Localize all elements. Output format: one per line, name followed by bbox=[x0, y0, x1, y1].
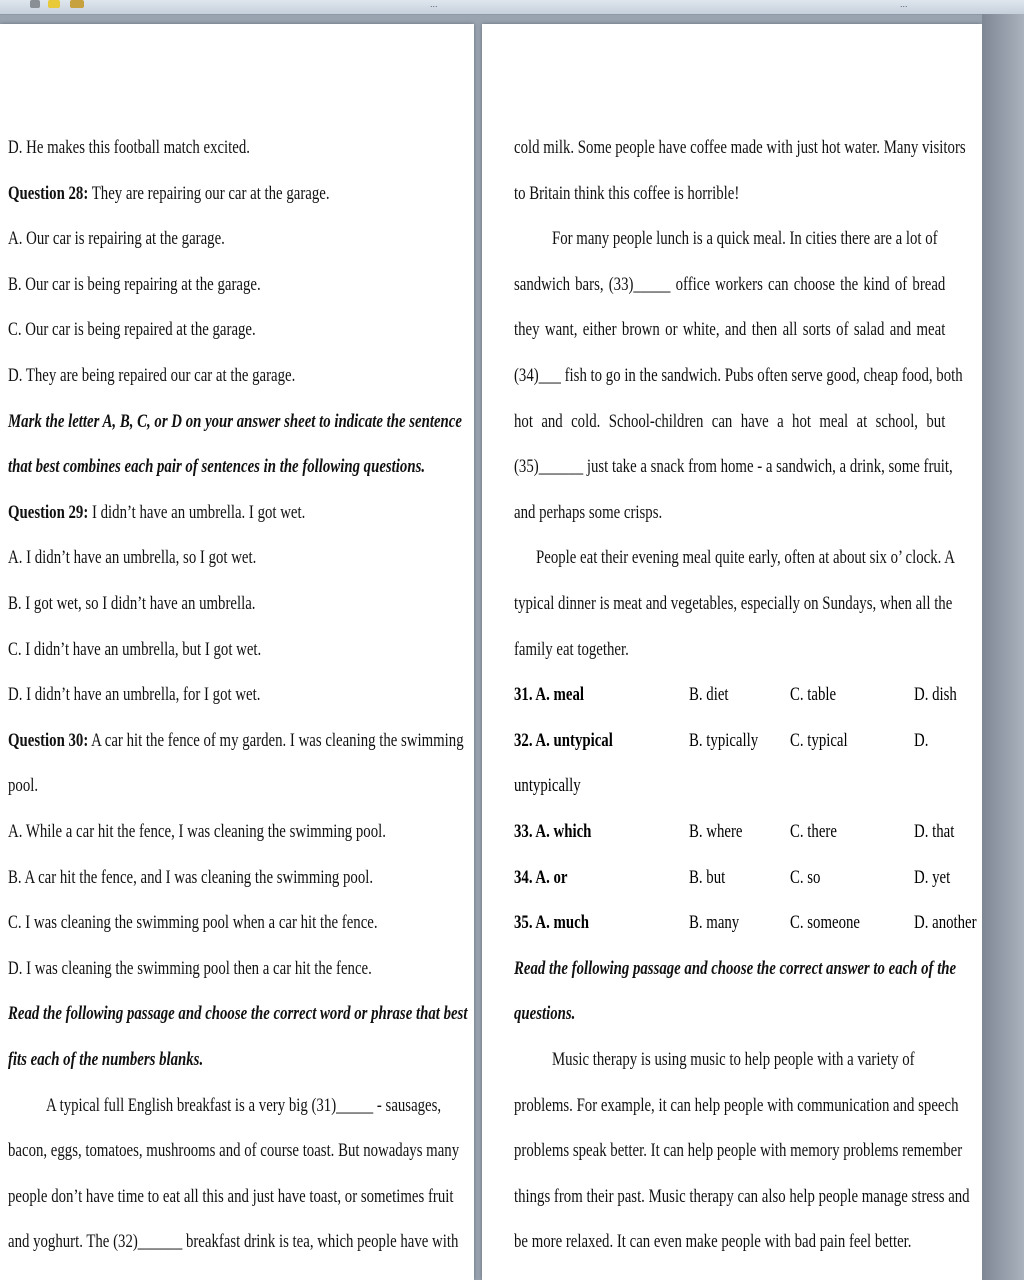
option-n: 34. A. or bbox=[514, 866, 568, 888]
text-line: For many people lunch is a quick meal. In cities there are a lot of bbox=[552, 228, 938, 250]
option-c: C. there bbox=[790, 821, 837, 842]
text-line: B. I got wet, so I didn’t have an umbrella. bbox=[8, 593, 256, 614]
text-line: C. I was cleaning the swimming pool when a car hit the fence. bbox=[8, 912, 378, 934]
option-b: B. but bbox=[689, 866, 726, 888]
option-n: 35. A. much bbox=[514, 912, 589, 934]
text-line: A. I didn’t have an umbrella, so I got wet. bbox=[8, 547, 257, 569]
text-line: and perhaps some crisps. bbox=[514, 501, 663, 523]
text-line: typical dinner is meat and vegetables, especially on Sundays, when all the bbox=[514, 593, 953, 614]
tool-icon[interactable] bbox=[30, 0, 40, 8]
window-edge bbox=[982, 14, 1024, 1280]
option-n: 33. A. which bbox=[514, 821, 592, 842]
question-line: Question 30: A car hit the fence of my garden. I was cleaning the swimming bbox=[8, 729, 464, 751]
instruction-line: Mark the letter A, B, C, or D on your answer sheet to indicate the sentence bbox=[8, 410, 462, 432]
text-line: people don’t have time to eat all this and just have toast, or sometimes fruit bbox=[8, 1185, 454, 1207]
option-b: B. many bbox=[689, 912, 740, 934]
instruction-line: questions. bbox=[514, 1003, 576, 1025]
text-line: to Britain think this coffee is horrible! bbox=[514, 182, 740, 204]
option-n: untypically bbox=[514, 775, 581, 797]
option-d: D. dish bbox=[914, 684, 957, 706]
text-line: problems. For example, it can help people with communication and speech bbox=[514, 1094, 959, 1116]
text-line: and yoghurt. The (32)______ breakfast drink is tea, which people have with bbox=[8, 1231, 459, 1253]
document-page-left bbox=[0, 24, 474, 1280]
text-line: B. Our car is being repairing at the garage. bbox=[8, 273, 261, 295]
text-line: hot and cold. School-children can have a hot meal at school, but bbox=[514, 410, 946, 432]
toolbar bbox=[0, 0, 1024, 15]
question-line: Question 28: They are repairing our car at the garage. bbox=[8, 182, 330, 204]
text-line: cold milk. Some people have coffee made with just hot water. Many visitors bbox=[514, 137, 966, 158]
text-line: things from their past. Music therapy can also help people manage stress and bbox=[514, 1185, 970, 1207]
document-page-right bbox=[482, 24, 982, 1280]
instruction-line: that best combines each pair of sentences in the following questions. bbox=[8, 456, 426, 478]
text-line: C. Our car is being repaired at the garage. bbox=[8, 319, 256, 341]
toolbar-right-label[interactable]: ... bbox=[900, 0, 908, 9]
option-d: D. another bbox=[914, 912, 977, 934]
text-line: problems speak better. It can help people with memory problems remember bbox=[514, 1140, 963, 1162]
option-d: D. yet bbox=[914, 866, 951, 888]
text-line: (34)___ fish to go in the sandwich. Pubs often serve good, cheap food, both bbox=[514, 365, 963, 386]
option-c: C. someone bbox=[790, 912, 860, 934]
text-line: D. I didn’t have an umbrella, for I got wet. bbox=[8, 684, 261, 706]
option-n: 32. A. untypical bbox=[514, 729, 613, 751]
text-line: D. They are being repaired our car at the garage. bbox=[8, 365, 296, 386]
save-icon[interactable] bbox=[70, 0, 84, 8]
text-line: Music therapy is using music to help people with a variety of bbox=[552, 1049, 915, 1070]
option-c: C. so bbox=[790, 866, 821, 888]
text-line: pool. bbox=[8, 775, 39, 797]
text-line: (35)______ just take a snack from home - a sandwich, a drink, some fruit, bbox=[514, 456, 953, 478]
instruction-line: fits each of the numbers blanks. bbox=[8, 1049, 204, 1070]
option-b: B. diet bbox=[689, 684, 729, 706]
option-d: D. that bbox=[914, 821, 955, 842]
option-n: 31. A. meal bbox=[514, 684, 584, 706]
folder-icon[interactable] bbox=[48, 0, 60, 8]
text-line: bacon, eggs, tomatoes, mushrooms and of course toast. But nowadays many bbox=[8, 1140, 460, 1162]
option-b: B. typically bbox=[689, 729, 759, 751]
text-line: they want, either brown or white, and then all sorts of salad and meat bbox=[514, 319, 946, 341]
option-b: B. where bbox=[689, 821, 743, 842]
text-line: D. He makes this football match excited. bbox=[8, 137, 250, 158]
text-line: People eat their evening meal quite early, often at about six o’ clock. A bbox=[536, 547, 955, 569]
text-line: A. While a car hit the fence, I was cleaning the swimming pool. bbox=[8, 821, 386, 842]
text-line: D. I was cleaning the swimming pool then a car hit the fence. bbox=[8, 957, 372, 979]
text-line: A typical full English breakfast is a very big (31)_____ - sausages, bbox=[46, 1094, 442, 1116]
text-line: A. Our car is repairing at the garage. bbox=[8, 228, 225, 250]
option-c: C. table bbox=[790, 684, 837, 706]
text-line: family eat together. bbox=[514, 638, 629, 660]
instruction-line: Read the following passage and choose the correct answer to each of the bbox=[514, 957, 957, 979]
text-line: C. I didn’t have an umbrella, but I got wet. bbox=[8, 638, 262, 660]
toolbar-center-label[interactable]: ... bbox=[430, 0, 438, 9]
text-line: sandwich bars, (33)_____ office workers can choose the kind of bread bbox=[514, 273, 946, 295]
text-line: B. A car hit the fence, and I was cleaning the swimming pool. bbox=[8, 866, 374, 888]
question-line: Question 29: I didn’t have an umbrella. I got wet. bbox=[8, 501, 306, 523]
option-d: D. bbox=[914, 729, 929, 751]
text-line: be more relaxed. It can even make people with bad pain feel better. bbox=[514, 1231, 912, 1253]
option-c: C. typical bbox=[790, 729, 848, 751]
instruction-line: Read the following passage and choose the correct word or phrase that best bbox=[8, 1003, 468, 1025]
